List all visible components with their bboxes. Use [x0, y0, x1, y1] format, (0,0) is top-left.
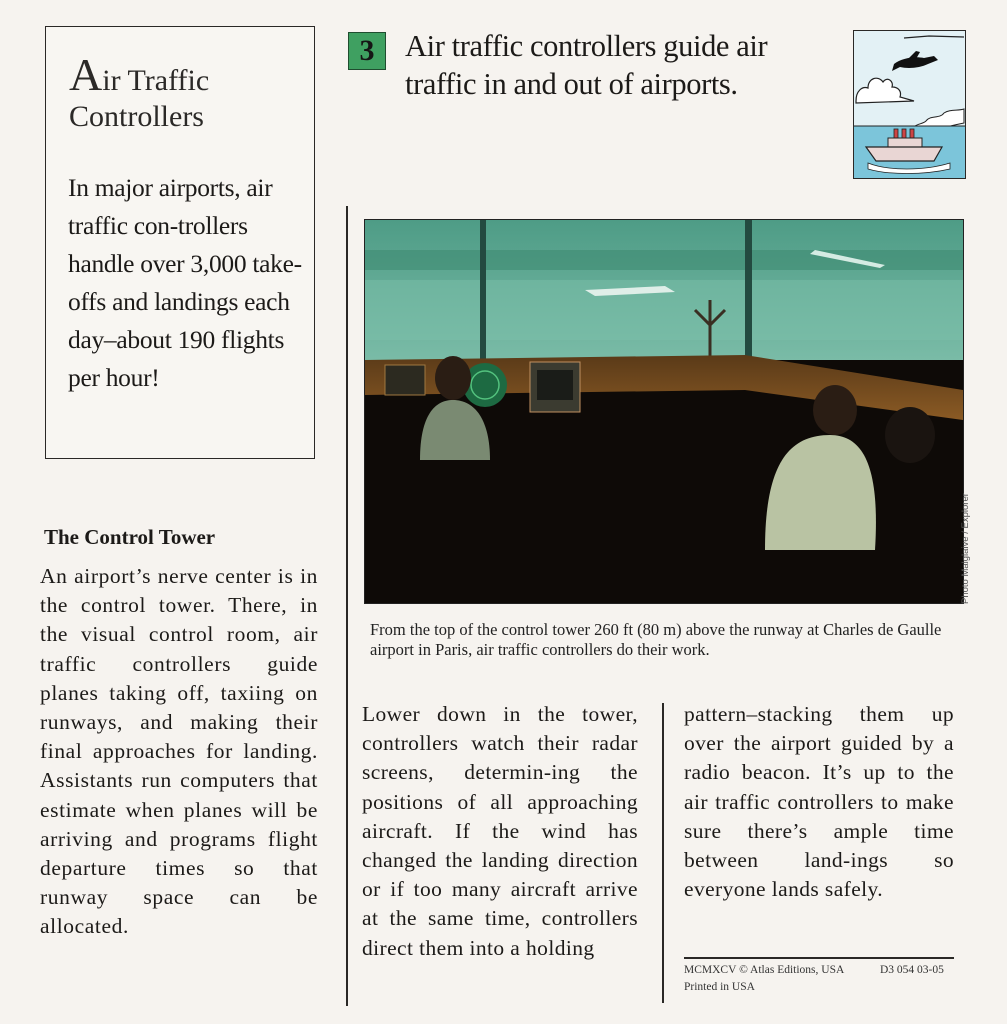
- title-line-2: Controllers: [69, 100, 204, 133]
- intro-box: [45, 26, 315, 459]
- transportation-illustration: [854, 31, 965, 178]
- transportation-icon: [853, 30, 966, 179]
- footer-rule: [684, 957, 954, 959]
- title-line-1: ir Traffic: [102, 64, 210, 97]
- card-code: D3 054 03-05: [880, 964, 944, 976]
- section-heading: The Control Tower: [44, 525, 216, 549]
- headline: Air traffic controllers guide air traffic in and out of airports.: [405, 29, 768, 101]
- photo-credit: Photo Malglaive / Explorer: [960, 493, 971, 604]
- body-column-left: Lower down in the tower, controllers watch their radar screens, determin-ing the positions of all approaching aircraft. If the wind has changed the landing direction or if too many aircraft arrive at the same time, controllers direct them into a holding: [362, 702, 638, 960]
- control-tower-photo: [364, 219, 964, 604]
- column-divider-lower: [662, 703, 664, 1003]
- photo-illustration: [365, 220, 963, 603]
- copyright-text: MCMXCV © Atlas Editions, USA: [684, 964, 845, 976]
- photo-caption: From the top of the control tower 260 ft (80 m) above the runway at Charles de Gaulle airport in Paris, air traffic controllers do their work.: [370, 620, 942, 659]
- section-body: An airport’s nerve center is in the control tower. There, in the visual control room, air traffic controllers guide planes taking off, taxiing on runways, and making their final approaches for landing. Assistants run computers that estimate when planes will be arriving and programs flight departure times so that runway space can be allocated.: [40, 564, 318, 939]
- title-drop-cap: A: [69, 49, 103, 100]
- body-column-right: pattern–stacking them up over the airport guided by a radio beacon. It’s up to the air traffic controllers to make sure there’s ample time between land-ings so everyone lands safely.: [684, 702, 954, 902]
- column-divider: [346, 206, 348, 1006]
- footer-copyright: [684, 962, 844, 996]
- card-title: [69, 49, 309, 135]
- printed-in-text: Printed in USA: [684, 981, 755, 993]
- intro-text: In major airports, air traffic con-trollers handle over 3,000 take-offs and landings each day–about 190 flights per hour!: [68, 173, 302, 392]
- card-number-badge: 3: [348, 32, 386, 70]
